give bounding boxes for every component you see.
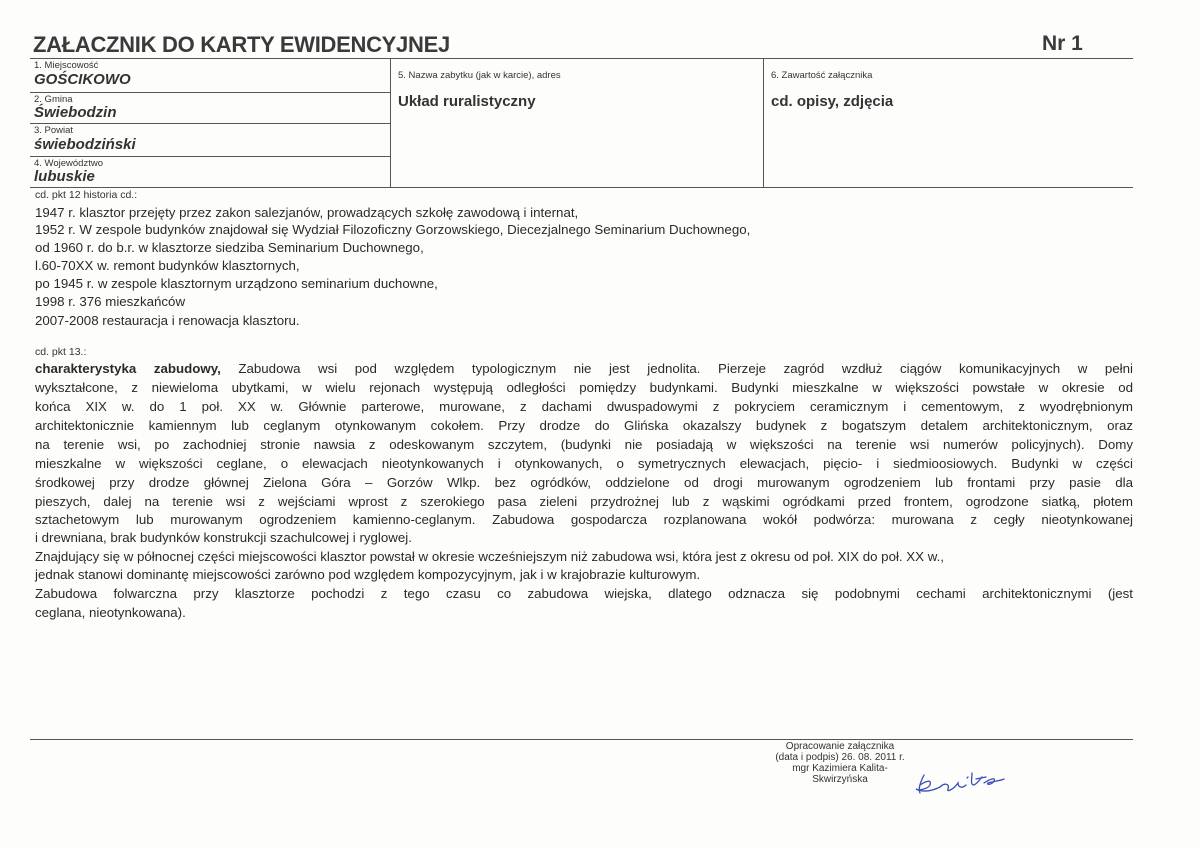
description-line: Zabudowa folwarczna przy klasztorze pochodzi z tego czasu co zabudowa wiejska, dlatego odznacza się podobnymi cechami architektonicznymi (jest [35, 586, 1133, 601]
powiat-value: świebodziński [34, 136, 136, 153]
miejscowosc-value: GOŚCIKOWO [34, 71, 131, 88]
wojewodztwo-value: lubuskie [34, 168, 95, 185]
document-number: Nr 1 [1042, 32, 1083, 55]
divider [763, 58, 764, 187]
document-title: ZAŁACZNIK DO KARTY EWIDENCYJNEJ [33, 32, 450, 57]
divider [30, 58, 1133, 59]
history-line: po 1945 r. w zespole klasztornym urządzono seminarium duchowne, [35, 276, 438, 291]
description-line: końca XIX w. do 1 poł. XX w. Głównie parterowe, murowane, z dachami dwuspadowymi z pokryciem ceramicznym i cementowym, z wyodrębnionym [35, 399, 1133, 414]
description-line: ceglana, nieotynkowana). [35, 605, 186, 620]
nazwa-value: Układ ruralistyczny [398, 93, 536, 110]
description-line-text: Zabudowa wsi pod względem typologicznym nie jest jednolita. Pierzeje zagród wzdłuż ciągów komunikacyjnych w pełni [220, 361, 1133, 376]
footer-divider [30, 739, 1133, 740]
description-heading: cd. pkt 13.: [35, 346, 87, 358]
history-line: 1952 r. W zespole budynków znajdował się Wydział Filozoficzny Gorzowskiego, Diecezjalnego Seminarium Duchownego, [35, 222, 751, 237]
divider [30, 123, 390, 124]
description-line: sztachetowym lub murowanym ogrodzeniem kamienno-ceglanym. Zabudowa gospodarcza rozplanowana wokół podwórza: murowana z cegły nieotynkowanej [35, 512, 1133, 527]
footer-line: Opracowanie załącznika [785, 741, 895, 752]
history-line: 2007-2008 restauracja i renowacja klasztoru. [35, 313, 300, 328]
footer-block [765, 741, 915, 785]
gmina-label: 2. Gmina [34, 94, 73, 105]
history-line: od 1960 r. do b.r. w klasztorze siedziba Seminarium Duchownego, [35, 240, 424, 255]
wojewodztwo-label: 4. Województwo [34, 158, 103, 169]
divider [30, 92, 390, 93]
divider [30, 187, 1133, 188]
footer-line: (data i podpis) 26. 08. 2011 r. [775, 752, 905, 763]
nazwa-label: 5. Nazwa zabytku (jak w karcie), adres [398, 70, 561, 81]
description-line: środkowej przy drodze głównej Zielona Góra – Gorzów Wlkp. bez ogródków, oddzielone od drogi murowanym ogrodzeniem lub frontami przy pasie dla [35, 475, 1133, 490]
history-line: l.60-70XX w. remont budynków klasztornych, [35, 258, 300, 273]
description-line: Znajdujący się w północnej części miejscowości klasztor powstał w okresie wcześniejszym niż zabudowa wsi, która jest z okresu od poł. XIX do poł. XX w., [35, 549, 944, 564]
description-line: wykształcone, z niewieloma ubytkami, w wielu rejonach występują odległości pomiędzy budynkami. Budynki mieszkalne w większości powstałe w okresie od [35, 380, 1133, 395]
footer-line: mgr Kazimiera Kalita- [792, 763, 888, 774]
zawartosc-label: 6. Zawartość załącznika [771, 70, 873, 81]
divider [390, 58, 391, 187]
history-heading: cd. pkt 12 historia cd.: [35, 189, 138, 201]
divider [30, 156, 390, 157]
description-line: mieszkalne w większości ceglane, o elewacjach nieotynkowanych i otynkowanych, o symetrycznych elewacjach, pięcio- i siedmioosiowych. Budynki w części [35, 456, 1133, 471]
description-line [35, 361, 1133, 376]
zawartosc-value: cd. opisy, zdjęcia [771, 93, 894, 110]
description-line: i drewniana, brak budynków konstrukcji szachulcowej i ryglowej. [35, 530, 412, 545]
description-line: jednak stanowi dominantę miejscowości zarówno pod względem kompozycyjnym, jak i w krajobrazie kulturowym. [35, 567, 701, 582]
footer-line: Skwirzyńska [812, 774, 868, 785]
gmina-value: Świebodzin [34, 104, 117, 121]
description-line: na terenie wsi, po zachodniej stronie nawsia z odeskowanym szczytem, (budynki nie posiadają w większości na terenie wsi numerów policyjnych). Domy [35, 437, 1133, 452]
miejscowosc-label: 1. Miejscowość [34, 60, 99, 71]
signature [910, 755, 1010, 800]
history-line: 1998 r. 376 mieszkańców [35, 294, 186, 309]
description-line: pieszych, dalej na terenie wsi z wejściami wprost z szerokiego pasa zieleni przydrożnej lub z wąskimi ogródkami przed frontem, ogrodzone siatką, płotem [35, 494, 1133, 509]
powiat-label: 3. Powiat [34, 125, 74, 136]
description-lead: charakterystyka zabudowy, [35, 361, 221, 376]
description-line: architektonicznie kamiennym lub ceglanym otynkowanym cokołem. Przy drodze do Glińska okazalszy budynek z bogatszym detalem architektonicznym, oraz [35, 418, 1133, 433]
history-line: 1947 r. klasztor przejęty przez zakon salezjanów, prowadzących szkołę zawodową i internat, [35, 205, 579, 220]
